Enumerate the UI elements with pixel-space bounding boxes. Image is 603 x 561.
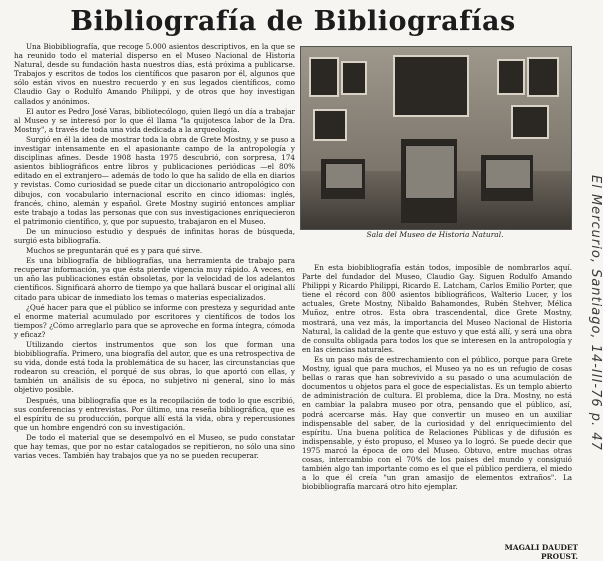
headline: Bibliografía de Bibliografías (70, 6, 516, 37)
paragraph: ¿Qué hacer para que el público se informe con presteza y seguridad ante el enorme material acumulado por escritores y científicos de todos los tiempos? ¿Cómo arreglarlo para que se aproveche en forma íntegra, cómoda y eficaz? (14, 302, 295, 339)
paragraph: En esta biobibliografía están todos, imposible de nombrarlos aquí. Parte del fundador del Museo, Claudio Gay. Siguen Rodulfo Amando Philippi y Ricardo Philippi, Ricardo E. Latcham, Carlos Emilio Porter, que tiene el récord con 800 asientos bibliográficos, Walterio Lucer, y los actuales, Grete Mostny, Nibaldo Bahamondes, Rubén Stehver, Mélica Muñoz, entre otros. Esta obra trascendental, dice Grete Mostny, mostrará, una vez más, la importancia del Museo Nacional de Historia Natural, la calidad de la gente que estuvo y que está allí, y será una obra de consulta obligada para todos los que se interesen en la antropología y en las ciencias naturales. (302, 263, 572, 354)
paragraph: Surgió en él la idea de mostrar toda la obra de Grete Mostny, y se puso a investigar intensamente en el apasionante campo de la antropología y disciplinas afines. Desde 1908 hasta 1975 descubrió, con sorpresa, 174 asientos bibliográficos entre libros y publicaciones periódicas —el 80% editado en el extranjero— además de todo lo que ha salido de ella en diarios y revistas. Como curiosidad se puede citar un diccionario antropológico con dibujos, con vocabulario internacional escrito en cinco idiomas: inglés, francés, chino, alemán y español. Grete Mostny sugirió entonces ampliar este trabajo a todas las personas que con sus investigaciones enriquecieron el patrimonio científico, y, que por supuesto, trabajaron en el Museo. (14, 134, 295, 226)
paragraph: De un minucioso estudio y después de infinitas horas de búsqueda, surgió esta bibliografía. (14, 226, 295, 245)
painting (511, 105, 549, 139)
paragraph: Es una bibliografía de bibliografías, una herramienta de trabajo para recuperar información, ya que ésta pierde vigencia muy rápido. A veces, en un año las publicaciones están obsoletas, por la velocidad de los adelantos científicos. Significará ahorro de tiempo ya que hallará buscar el original allí citado para ubicar de inmediato los temas o materias especializados. (14, 256, 295, 302)
left-column (14, 42, 295, 461)
photo-caption: Sala del Museo de Historia Natural. (366, 230, 504, 239)
display-case-glass (325, 163, 363, 189)
paragraph: Utilizando ciertos instrumentos que son los que forman una biobibliografía. Primero, una biografía del autor, que es una retrospectiva de su vida, donde está toda la problemática de su hacer, las circunstancias que rodearon su creación, el porqué de sus obras, lo que aportó con ellas, y también un análisis de su época, no subjetivo ni general, sino lo más objetivo posible. (14, 340, 295, 395)
paragraph: Es un paso más de estrechamiento con el público, porque para Grete Mostny, igual que para muchos, el Museo ya no es un refugio de cosas bellas o raras que han sobrevivido a su pasado o una acumulación de documentos u objetos para el goce de especialistas. Es un templo abierto de administración de cultura. El problema, dice la Dra. Mostny, no está en cambiar la palabra museo por otra, pensando que el público, así, podrá acercarse más. Hay que convertir un museo en un auxiliar indispensable del saber, de la curiosidad y del enriquecimiento del espíritu. Una buena política de Relaciones Públicas y de difusión es indispensable, y ésto propuso, el Museo ya lo logró. Se puede decir que 1975 marcó la época de oro del Museo. Obtuvo, entre muchas otras cosas, intercambio con el 70% de los países del mundo y consiguió también algo tan importante como es el que el público perdiera, el miedo a lo que él creía "un gran amasijo de elementos extraños". La biobibliografía marcará otro hito ejemplar. (302, 354, 572, 492)
paragraph: Después, una bibliografía que es la recopilación de todo lo que escribió, sus conferencias y entrevistas. Por último, una reseña bibliográfica, que es el espíritu de su producción, porque allí está la vida, obra y repercusiones que un hombre engendró con su investigación. (14, 395, 295, 432)
author-byline: MAGALI DAUDET PROUST. (504, 543, 578, 561)
painting (527, 57, 559, 97)
paragraph: De todo el material que se desempolvó en el Museo, se pudo constatar que hay temas, que por no estar catalogados se repitieron, no sólo una sino varias veces. También hay trabajos que ya no se pueden recuperar. (14, 432, 295, 461)
painting (393, 55, 469, 117)
painting (497, 59, 525, 95)
paragraph: Una Biobibliografía, que recoge 5.000 asientos descriptivos, en la que se ha reunido todo el material disperso en el Museo Nacional de Historia Natural, desde su fundación hasta nuestros días, está próxima a publicarse. Trabajos y escritos de todos los científicos que pasaron por él, algunos que sólo están vivos en nuestro recuerdo y en sus legados científicos, como Claudio Gay o Rodulfo Amando Philippi, y de otros que hoy investigan callados y anónimos. (14, 42, 295, 106)
display-case-glass (405, 145, 455, 199)
painting (313, 109, 347, 141)
handwritten-margin-note: El Mercurio, Santiago, 14-III-76 p. 47 (588, 175, 603, 451)
painting (341, 61, 367, 95)
paragraph: Muchos se preguntarán qué es y para qué sirve. (26, 246, 203, 256)
display-case-glass (485, 159, 531, 189)
paragraph: El autor es Pedro José Varas, bibliotecólogo, quien llegó un día a trabajar al Museo y se interesó por lo que él llama "la quijotesca labor de la Dra. Mostny", a través de toda una vida dedicada a la arqueología. (14, 106, 295, 134)
painting (309, 57, 339, 97)
right-column (302, 263, 572, 492)
museum-hall-photo (300, 46, 572, 230)
